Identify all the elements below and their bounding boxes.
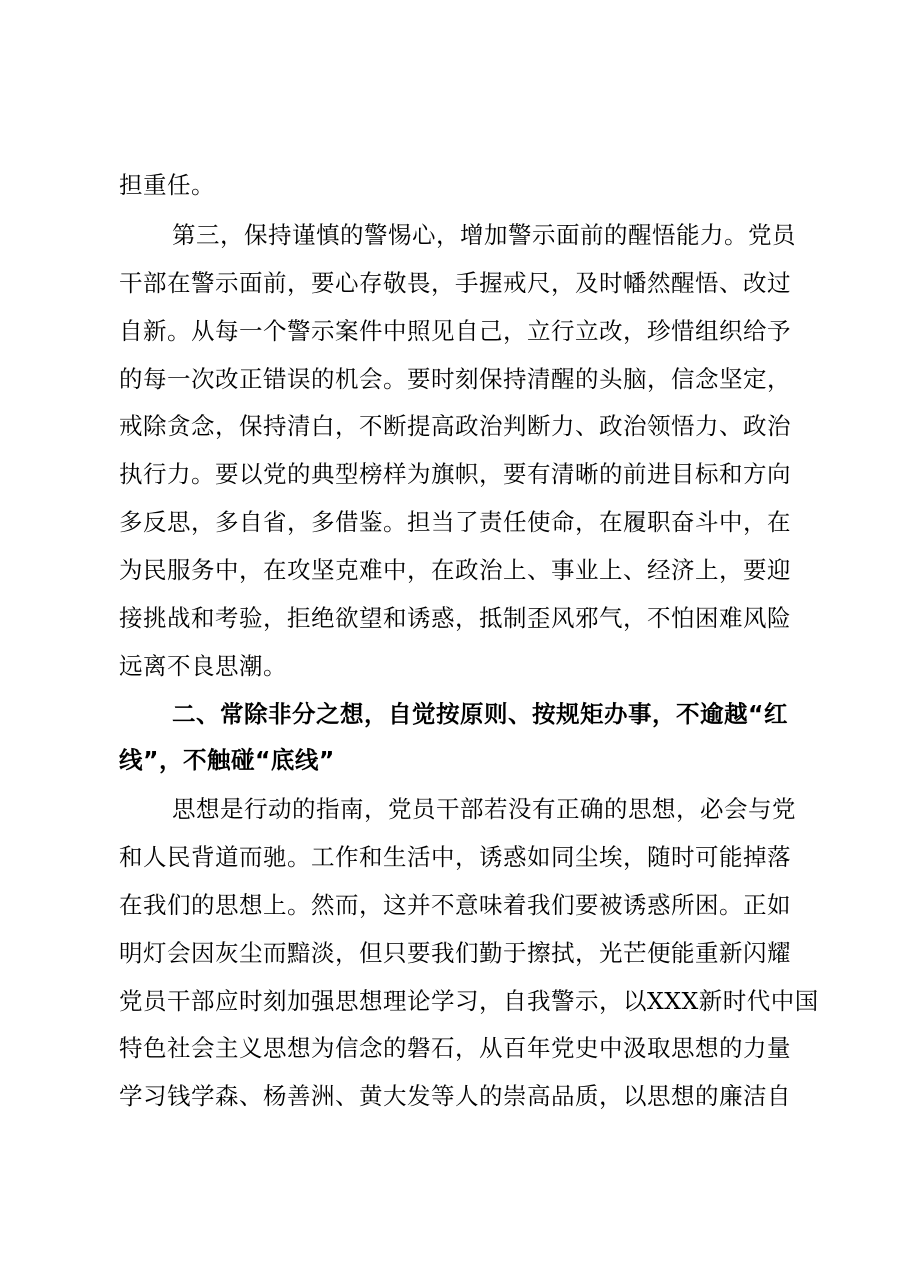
- body-text-line: 接挑战和考验，拒绝欲望和诱惑，抵制歪风邪气，不怕困难风险: [119, 604, 791, 632]
- body-text-line: 戒除贪念，保持清白，不断提高政治判断力、政治领悟力、政治: [119, 412, 791, 440]
- body-text-line: 干部在警示面前，要心存敬畏，手握戒尺，及时幡然醒悟、改过: [119, 269, 791, 297]
- body-text-line: 远离不良思潮。: [119, 652, 287, 680]
- body-text-line: 担重任。: [119, 171, 215, 199]
- body-text-line: 特色社会主义思想为信念的磐石，从百年党史中汲取思想的力量: [119, 1034, 791, 1062]
- body-text-line: 为民服务中，在攻坚克难中，在政治上、事业上、经济上，要迎: [119, 556, 791, 584]
- paragraph-first-line: 第三，保持谨慎的警惕心，增加警示面前的醒悟能力。党员: [172, 221, 796, 249]
- body-text-line: 党员干部应时刻加强思想理论学习，自我警示，以XXX新时代中国: [119, 987, 819, 1015]
- body-text-line: 自新。从每一个警示案件中照见自己，立行立改，珍惜组织给予: [119, 317, 791, 345]
- body-text-line: 明灯会因灰尘而黯淡，但只要我们勤于擦拭，光芒便能重新闪耀: [119, 939, 791, 967]
- body-text-line: 的每一次改正错误的机会。要时刻保持清醒的头脑，信念坚定，: [119, 365, 791, 393]
- body-text-line: 多反思，多自省，多借鉴。担当了责任使命，在履职奋斗中，在: [119, 508, 791, 536]
- body-text-line: 和人民背道而驰。工作和生活中，诱惑如同尘埃，随时可能掉落: [119, 843, 791, 871]
- body-text-line: 学习钱学森、杨善洲、黄大发等人的崇高品质，以思想的廉洁自: [119, 1082, 791, 1110]
- section-heading-line: 线”，不触碰“底线”: [119, 746, 335, 774]
- section-heading-line: 二、常除非分之想，自觉按原则、按规矩办事，不逾越“红: [172, 700, 788, 728]
- body-text-line: 在我们的思想上。然而，这并不意味着我们要被诱惑所困。正如: [119, 891, 791, 919]
- body-text-line: 执行力。要以党的典型榜样为旗帜，要有清晰的前进目标和方向: [119, 460, 791, 488]
- paragraph-first-line: 思想是行动的指南，党员干部若没有正确的思想，必会与党: [172, 795, 796, 823]
